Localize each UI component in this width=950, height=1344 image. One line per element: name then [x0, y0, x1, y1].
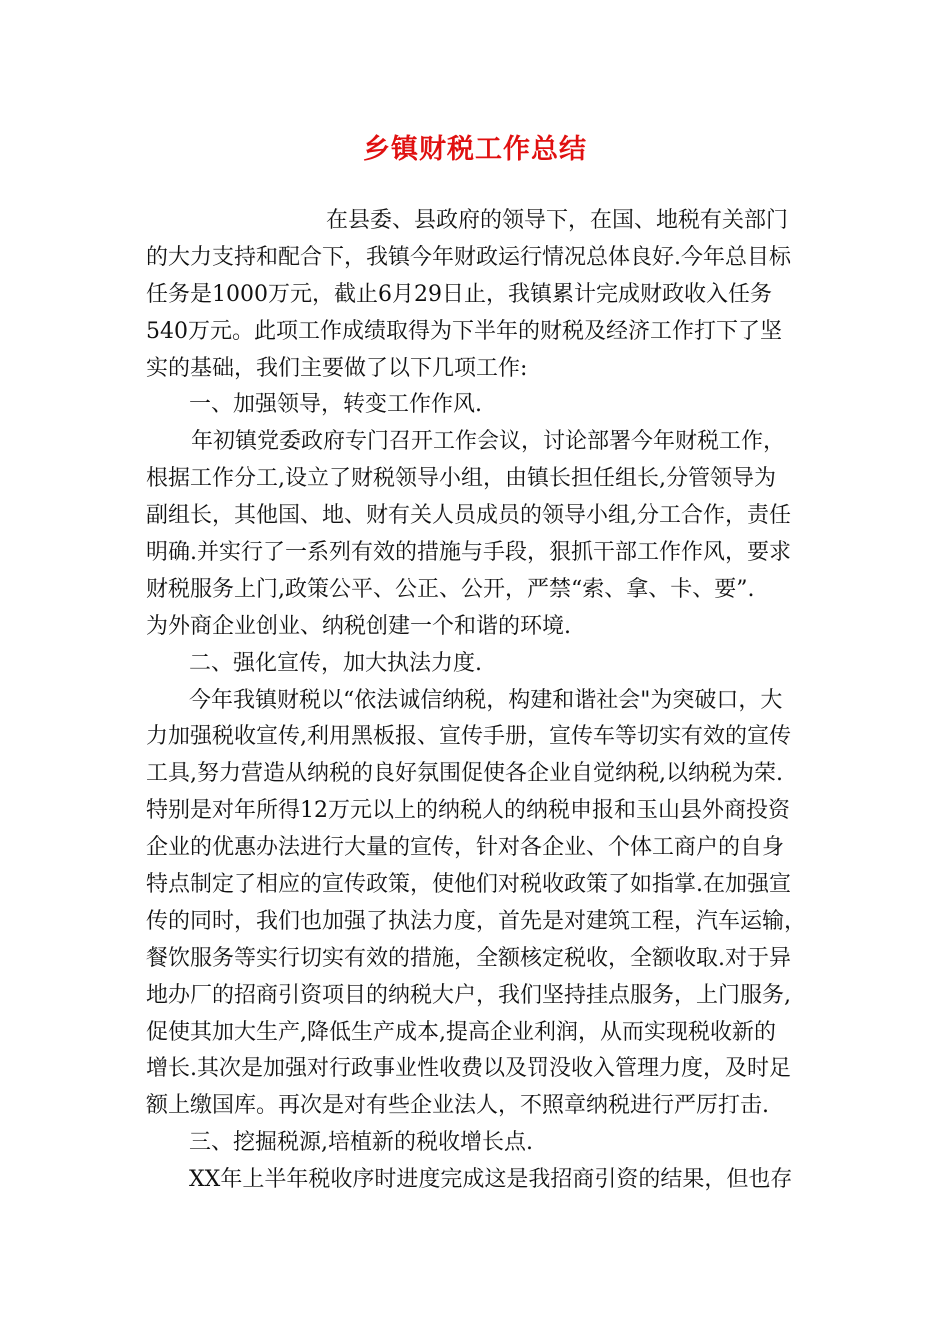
text-line: 的大力支持和配合下，我镇今年财政运行情况总体良好.今年总目标: [146, 244, 791, 270]
section-heading: 二、强化宣传，加大执法力度.: [189, 650, 482, 676]
section-heading: 三、挖掘税源,培植新的税收增长点.: [189, 1130, 533, 1156]
text-line: 工具,努力营造从纳税的良好氛围促使各企业自觉纳税,以纳税为荣.: [146, 761, 783, 787]
text-line: 明确.并实行了一系列有效的措施与手段，狠抓干部工作作风，要求: [146, 540, 791, 566]
text-line: 实的基础，我们主要做了以下几项工作:: [146, 355, 528, 381]
text-line: 在县委、县政府的领导下，在国、地税有关部门: [326, 208, 789, 233]
text-line: 餐饮服务等实行切实有效的措施，全额核定税收，全额收取.对于异: [146, 945, 791, 971]
text-line: 力加强税收宣传,利用黑板报、宣传手册，宣传车等切实有效的宣传: [146, 724, 791, 750]
text-line: XX年上半年税收序时进度完成这是我招商引资的结果，但也存: [189, 1167, 793, 1193]
text-line: 特别是对年所得12万元以上的纳税人的纳税申报和玉山县外商投资: [146, 798, 790, 824]
text-line: 额上缴国库。再次是对有些企业法人，不照章纳税进行严厉打击.: [146, 1093, 769, 1119]
text-line: 传的同时，我们也加强了执法力度，首先是对建筑工程，汽车运输，: [146, 908, 807, 934]
text-line: 企业的优惠办法进行大量的宣传，针对各企业、个体工商户的自身: [146, 835, 785, 861]
text-line: 地办厂的招商引资项目的纳税大户，我们坚持挂点服务，上门服务,: [146, 982, 791, 1008]
document-title: 乡镇财税工作总结: [363, 134, 587, 165]
text-line: 今年我镇财税以“依法诚信纳税，构建和谐社会"为突破口，大: [189, 687, 783, 713]
text-line: 特点制定了相应的宣传政策，使他们对税收政策了如指掌.在加强宣: [146, 872, 791, 898]
text-line: 增长.其次是加强对行政事业性收费以及罚没收入管理力度，及时足: [146, 1056, 791, 1082]
section-heading: 一、加强领导，转变工作作风.: [189, 392, 482, 418]
text-line: 540万元。此项工作成绩取得为下半年的财税及经济工作打下了坚: [146, 318, 782, 344]
document-body: [146, 203, 836, 1199]
text-line: 年初镇党委政府专门召开工作会议，讨论部署今年财税工作，: [191, 429, 786, 455]
text-line: 财税服务上门,政策公平、公正、公开，严禁“索、拿、卡、要”.: [146, 576, 755, 602]
text-line: 副组长，其他国、地、财有关人员成员的领导小组,分工合作，责任: [146, 503, 791, 529]
text-line: 根据工作分工,设立了财税领导小组，由镇长担任组长,分管领导为: [146, 466, 776, 492]
text-line: 为外商企业创业、纳税创建一个和谐的环境.: [146, 613, 571, 639]
text-line: 促使其加大生产,降低生产成本,提高企业利润，从而实现税收新的: [146, 1019, 776, 1045]
text-line: 任务是1000万元，截止6月29日止，我镇累计完成财政收入任务: [146, 281, 772, 307]
